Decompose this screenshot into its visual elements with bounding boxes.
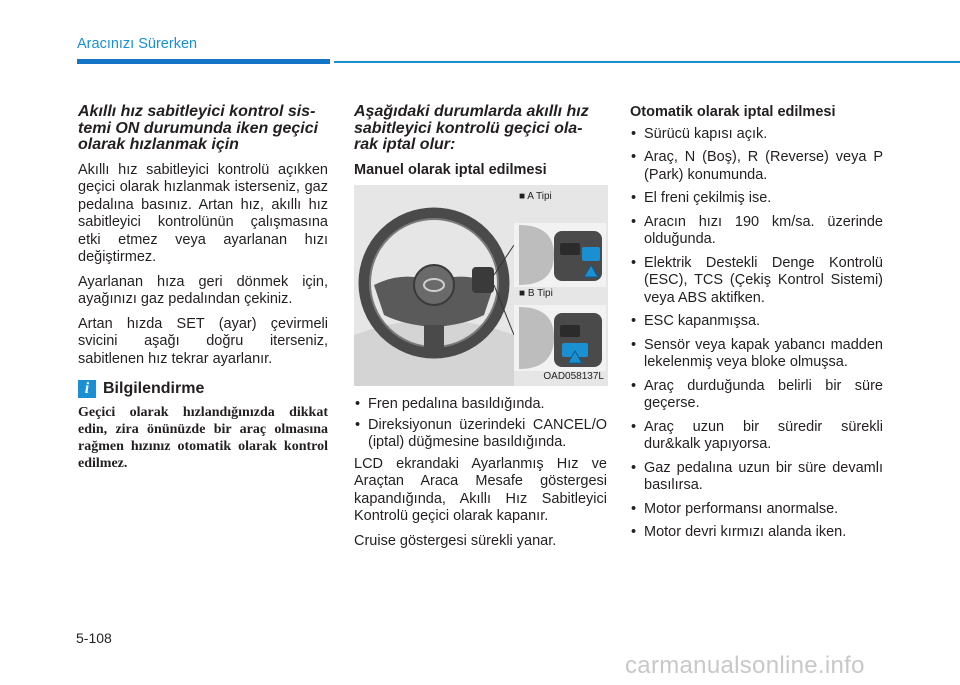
list-item: • Araç, N (Boş), R (Reverse) veya P (Park) konumunda. [630,149,883,184]
switch-b-detail-icon [514,305,606,371]
figure-code: OAD058137L [543,370,604,382]
figure-tag-a: ■ A Tipi [519,191,552,202]
col2-paragraph-2: Cruise göstergesi sürekli yanar. [354,532,557,549]
col2-bullet-list [354,396,607,452]
list-item: • Motor devri kırmızı alanda iken. [630,524,883,542]
header-bar-dark [77,59,330,64]
list-item: • ESC kapanmışsa. [630,313,883,331]
switch-a-detail-icon [514,223,606,287]
watermark: carmanualsonline.info [625,652,865,679]
col1-heading-line-1: Akıllı hız sabitleyici kontrol sis- [78,103,316,120]
col2-subheading: Manuel olarak iptal edilmesi [354,161,547,178]
col2-paragraph-1: LCD ekrandaki Ayarlanmış Hız ve Araçtan Araca Mesafe göstergesi kapandığında, Akıllı Hız Sabitleyici Kontrolü geçici olarak kapanır. [354,455,607,524]
steering-wheel-illustration [354,185,608,386]
col3-bullet-list [630,126,883,542]
page-number: 5-108 [76,630,112,646]
section-header: Aracınızı Sürerken [77,36,198,52]
col3-subheading: Otomatik olarak iptal edilmesi [630,104,836,120]
col1-paragraph-2: Ayarlanan hıza geri dönmek için, ayağınızı gaz pedalından çekiniz. [78,273,328,307]
steering-wheel-figure [354,185,608,386]
column-3 [630,104,883,548]
info-text: Geçici olarak hızlandığınızda dikkat edin, zira önünüzde bir araç olmasına rağmen hızınız otomatik olarak kontrol edilmez. [78,405,328,471]
column-1 [78,104,328,472]
list-item: • Aracın hızı 190 km/sa. üzerinde olduğunda. [630,214,883,249]
info-box-header [78,380,328,398]
list-item: • Direksiyonun üzerindeki CANCEL/O (iptal) düğmesine basıldığında. [354,417,607,452]
column-2 [354,104,607,557]
list-item: • El freni çekilmiş ise. [630,190,883,208]
col1-paragraph-3: Artan hızda SET (ayar) çevirmeli svicini aşağı doğru iterseniz, sabitlenen hız tekrar ayarlanır. [78,315,328,367]
col2-heading-line-1: Aşağıdaki durumlarda akıllı hız [354,103,589,120]
col1-heading-line-3: olarak hızlanmak için [78,136,239,153]
col2-heading-line-3: rak iptal olur: [354,136,456,153]
info-icon: i [78,380,96,398]
col1-paragraph-1: Akıllı hız sabitleyici kontrolü açıkken geçici olarak hızlanmak isterseniz, gaz pedalına basınız. Artan hız, akıllı hız sabitleyici kontrolünün çalışmasına etki etmez veya ayarlanan hızı değiştirmez. [78,161,328,265]
col1-heading [78,104,328,154]
col2-heading-line-2: sabitleyici kontrolü geçici ola- [354,119,583,137]
figure-tag-b: ■ B Tipi [519,288,553,299]
list-item: • Elektrik Destekli Denge Kontrolü (ESC), TCS (Çekiş Kontrol Sistemi) veya ABS aktifken. [630,255,883,308]
list-item: • Araç durduğunda belirli bir süre geçerse. [630,378,883,413]
list-item: • Motor performansı anormalse. [630,501,883,519]
col1-heading-line-2: temi ON durumunda iken geçici [78,119,319,137]
list-item: • Fren pedalına basıldığında. [354,396,607,414]
list-item: • Sürücü kapısı açık. [630,126,883,144]
list-item: • Araç uzun bir süredir sürekli dur&kalk yapıyorsa. [630,419,883,454]
col2-heading [354,104,607,154]
list-item: • Gaz pedalına uzun bir süre devamlı basılırsa. [630,460,883,495]
header-bar-light [334,61,960,63]
list-item: • Sensör veya kapak yabancı madden lekelenmiş veya bloke olmuşsa. [630,337,883,372]
info-title: Bilgilendirme [103,380,205,398]
